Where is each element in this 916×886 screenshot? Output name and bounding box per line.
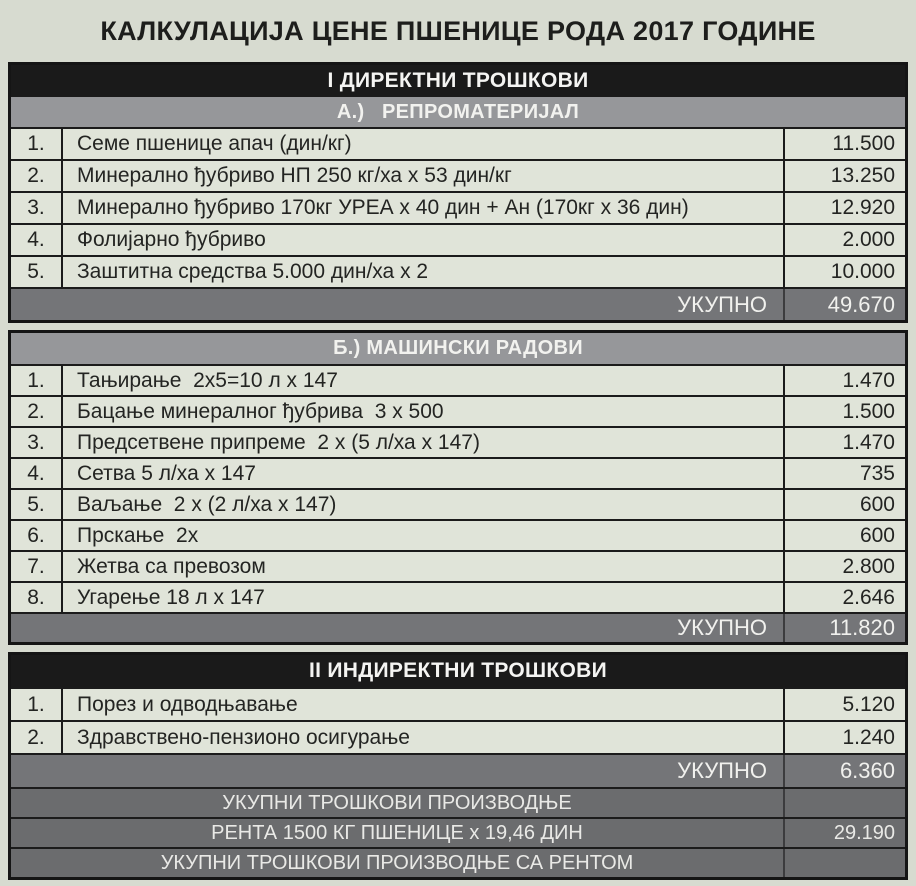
row-number: 2. — [11, 722, 63, 753]
row-number: 5. — [11, 490, 63, 519]
machine-works-header: Б.) МАШИНСКИ РАДОВИ — [11, 333, 905, 364]
row-value: 10.000 — [783, 257, 905, 287]
summary-value — [783, 849, 905, 877]
row-value: 735 — [783, 459, 905, 488]
row-description: Здравствено-пензионо осигурање — [77, 725, 410, 749]
row-value: 5.120 — [783, 689, 905, 720]
machine-works-total-row — [11, 612, 905, 642]
row-description: Сетва 5 л/ха х 147 — [77, 461, 256, 485]
table-row — [11, 255, 905, 287]
row-value: 2.000 — [783, 225, 905, 255]
row-number: 1. — [11, 366, 63, 395]
row-description: Бацање минералног ђубрива 3 х 500 — [77, 399, 444, 423]
row-value: 1.240 — [783, 722, 905, 753]
table-row — [11, 488, 905, 519]
total-value: 11.820 — [783, 614, 905, 642]
summary-value: 29.190 — [783, 819, 905, 847]
summary-row-production-costs-with-rent — [11, 847, 905, 877]
row-number: 4. — [11, 459, 63, 488]
row-description: Жетва са превозом — [77, 554, 266, 578]
table-row — [11, 720, 905, 753]
section-direct-costs — [8, 62, 908, 323]
row-description: Ваљање 2 х (2 л/ха х 147) — [77, 492, 337, 516]
row-value: 1.470 — [783, 428, 905, 457]
table-row — [11, 426, 905, 457]
row-description: Угарење 18 л х 147 — [77, 585, 265, 609]
summary-row-production-costs — [11, 787, 905, 817]
section-indirect-costs — [8, 652, 908, 880]
repromaterial-header: А.) РЕПРОМАТЕРИЈАЛ — [11, 97, 905, 127]
row-description: Минерално ђубриво 170кг УРЕА х 40 дин + Ан (170кг х 36 дин) — [77, 196, 689, 219]
row-number: 6. — [11, 521, 63, 550]
repromaterial-total-row — [11, 287, 905, 320]
row-number: 1. — [11, 129, 63, 159]
table-row — [11, 127, 905, 159]
row-number: 1. — [11, 689, 63, 720]
row-description: Тањирање 2х5=10 л х 147 — [77, 368, 338, 392]
total-label: УКУПНО — [677, 615, 767, 640]
row-value: 12.920 — [783, 193, 905, 223]
indirect-costs-header: II ИНДИРЕКТНИ ТРОШКОВИ — [11, 655, 905, 687]
table-row — [11, 581, 905, 612]
row-number: 3. — [11, 428, 63, 457]
summary-row-rent — [11, 817, 905, 847]
row-value: 600 — [783, 490, 905, 519]
table-row — [11, 687, 905, 720]
row-description: Фолијарно ђубриво — [77, 228, 266, 251]
total-label: УКУПНО — [677, 758, 767, 783]
row-value: 11.500 — [783, 129, 905, 159]
row-number: 2. — [11, 397, 63, 426]
row-description: Семе пшенице апач (дин/кг) — [77, 132, 352, 155]
section-machine-works — [8, 330, 908, 645]
section-gap — [0, 323, 916, 330]
row-number: 4. — [11, 225, 63, 255]
row-value: 1.470 — [783, 366, 905, 395]
row-value: 2.646 — [783, 583, 905, 612]
section-gap — [0, 645, 916, 652]
row-description: Прскање 2х — [77, 523, 199, 547]
total-value: 6.360 — [783, 755, 905, 787]
table-row — [11, 191, 905, 223]
table-row — [11, 159, 905, 191]
table-row — [11, 364, 905, 395]
row-value: 13.250 — [783, 161, 905, 191]
summary-label: УКУПНИ ТРОШКОВИ ПРОИЗВОДЊЕ СА РЕНТОМ — [160, 851, 634, 874]
row-description: Заштитна средства 5.000 дин/ха х 2 — [77, 260, 429, 283]
page-title: КАЛКУЛАЦИЈА ЦЕНЕ ПШЕНИЦЕ РОДА 2017 ГОДИНЕ — [100, 15, 816, 46]
total-value: 49.670 — [783, 289, 905, 320]
table-row — [11, 550, 905, 581]
row-description: Порез и одводњавање — [77, 692, 298, 716]
row-description: Минерално ђубриво НП 250 кг/ха х 53 дин/кг — [77, 164, 512, 187]
row-value: 600 — [783, 521, 905, 550]
row-number: 7. — [11, 552, 63, 581]
row-number: 3. — [11, 193, 63, 223]
table-row — [11, 223, 905, 255]
row-description: Предсетвене припреме 2 х (5 л/ха х 147) — [77, 430, 480, 454]
row-value: 1.500 — [783, 397, 905, 426]
table-row — [11, 519, 905, 550]
summary-label: УКУПНИ ТРОШКОВИ ПРОИЗВОДЊЕ — [222, 791, 572, 814]
summary-value — [783, 789, 905, 817]
table-row — [11, 457, 905, 488]
row-number: 5. — [11, 257, 63, 287]
row-number: 8. — [11, 583, 63, 612]
row-value: 2.800 — [783, 552, 905, 581]
summary-label: РЕНТА 1500 КГ ПШЕНИЦЕ х 19,46 ДИН — [211, 821, 583, 844]
total-label: УКУПНО — [677, 291, 767, 317]
table-row — [11, 395, 905, 426]
indirect-total-row — [11, 753, 905, 787]
direct-costs-header: I ДИРЕКТНИ ТРОШКОВИ — [11, 65, 905, 97]
row-number: 2. — [11, 161, 63, 191]
